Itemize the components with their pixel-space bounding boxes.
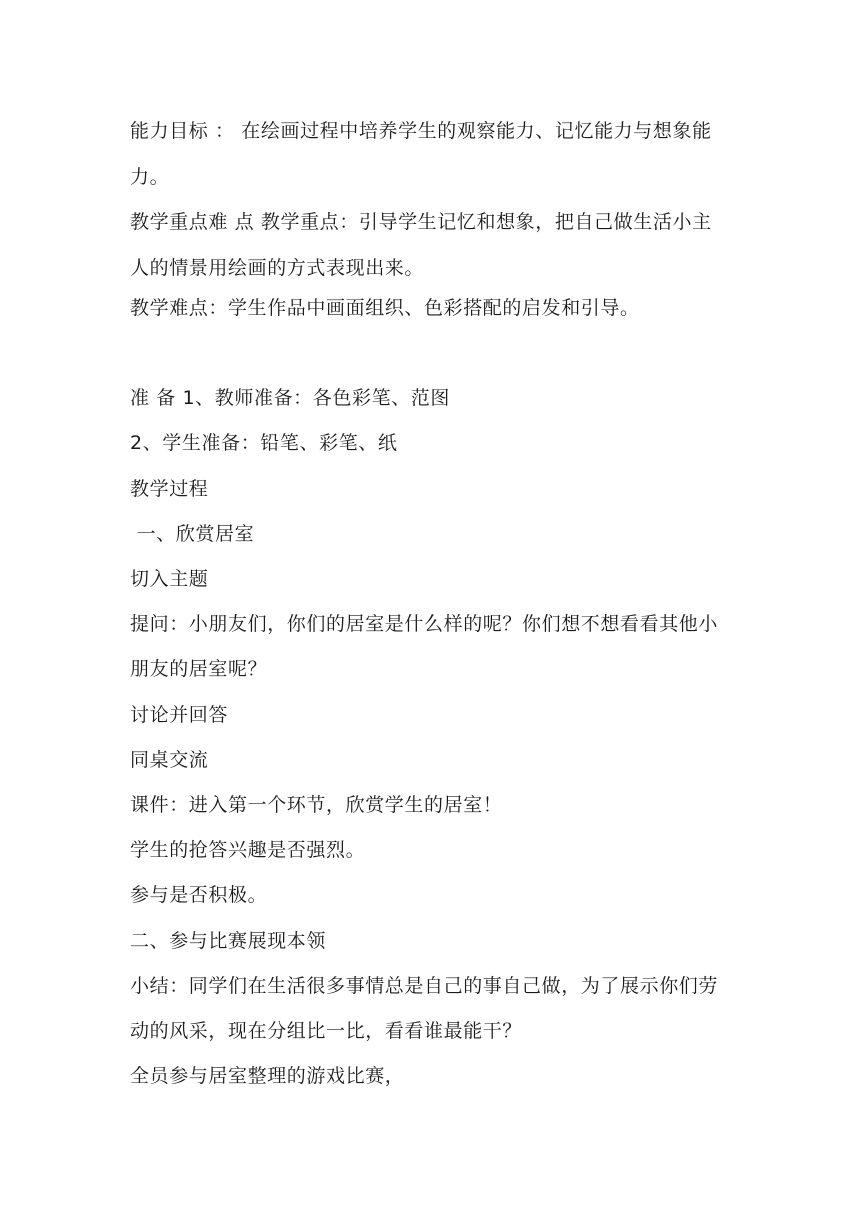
text-line-topic: 切入主题 bbox=[130, 568, 209, 590]
text-line-courseware: 课件：进入第一个环节，欣赏学生的居室！ bbox=[130, 794, 503, 816]
text-line-question-cont: 朋友的居室呢？ bbox=[130, 658, 268, 680]
text-line-participation: 参与是否积极。 bbox=[130, 884, 268, 906]
text-line-summary-cont: 动的风采，现在分组比一比，看看谁最能干？ bbox=[130, 1020, 523, 1042]
text-line-question: 提问：小朋友们，你们的居室是什么样的呢？你们想不想看看其他小 bbox=[130, 613, 719, 635]
text-line-section-two: 二、参与比赛展现本领 bbox=[130, 930, 327, 952]
text-line-section-one: 一、欣赏居室 bbox=[130, 523, 255, 545]
text-line-deskmate: 同桌交流 bbox=[130, 749, 209, 771]
text-line-process-heading: 教学过程 bbox=[130, 478, 209, 500]
text-line-game: 全员参与居室整理的游戏比赛， bbox=[130, 1065, 405, 1087]
text-line-ability-goal: 能力目标 ： 在绘画过程中培养学生的观察能力、记忆能力与想象能 bbox=[130, 120, 712, 142]
text-line-difficulty: 教学难点：学生作品中画面组织、色彩搭配的启发和引导。 bbox=[130, 297, 640, 319]
text-line-prep-student: 2、学生准备：铅笔、彩笔、纸 bbox=[130, 432, 398, 454]
text-line-summary: 小结：同学们在生活很多事情总是自己的事自己做，为了展示你们劳 bbox=[130, 975, 719, 997]
text-line-interest: 学生的抢答兴趣是否强烈。 bbox=[130, 839, 366, 861]
text-line-key-points-cont: 人的情景用绘画的方式表现出来。 bbox=[130, 257, 425, 279]
text-line-ability-goal-cont: 力。 bbox=[130, 166, 170, 188]
text-line-discuss: 讨论并回答 bbox=[130, 704, 229, 726]
text-line-key-points: 教学重点难 点 教学重点：引导学生记忆和想象，把自己做生活小主 bbox=[130, 211, 712, 233]
text-line-prep-teacher: 准 备 1、教师准备：各色彩笔、范图 bbox=[130, 387, 450, 409]
